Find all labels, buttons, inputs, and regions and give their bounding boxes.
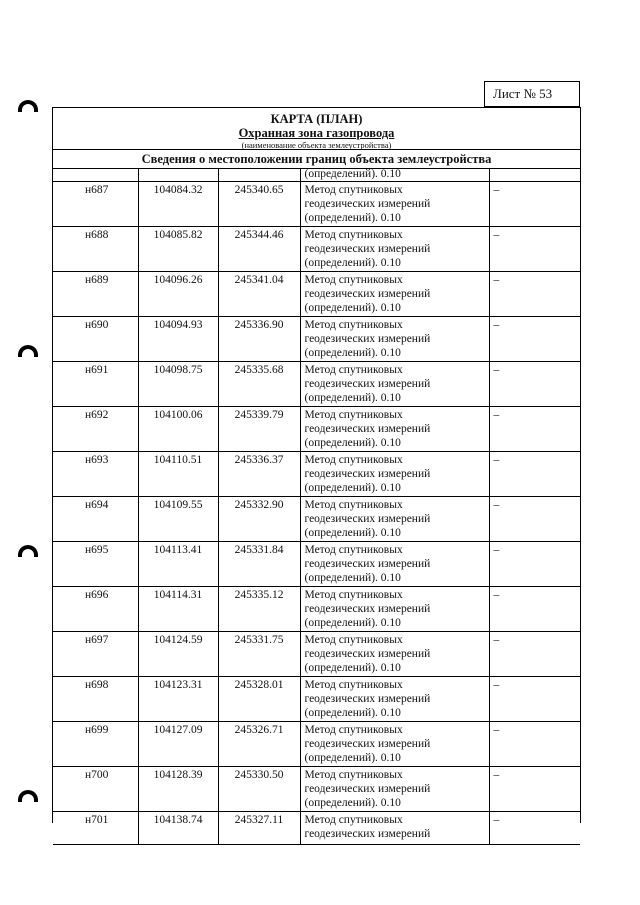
point-id: н701	[85, 814, 109, 826]
x-coordinate: 104127.09	[153, 724, 203, 736]
method-line: Метод спутниковых	[304, 274, 403, 286]
point-id: н696	[85, 589, 109, 601]
description: –	[493, 544, 500, 556]
method-line: (определений). 0.10	[304, 482, 401, 494]
x-coordinate-cell	[138, 542, 218, 587]
method-cell	[300, 407, 489, 452]
y-coordinate-cell	[218, 677, 300, 722]
x-coordinate: 104138.74	[153, 814, 203, 826]
y-coordinate: 245344.46	[234, 229, 284, 241]
method-line: Метод спутниковых	[304, 409, 403, 421]
method-cell: (определений). 0.10	[300, 169, 489, 182]
description-cell	[489, 182, 580, 227]
method-line: Метод спутниковых	[304, 814, 403, 826]
method-cell	[300, 587, 489, 632]
method-line: (определений). 0.10	[304, 527, 401, 539]
description: –	[493, 589, 500, 601]
y-coordinate: 245340.65	[234, 184, 284, 196]
method-line: Метод спутниковых	[304, 724, 403, 736]
x-coordinate: 104098.75	[153, 364, 203, 376]
y-coordinate-cell	[218, 497, 300, 542]
document-frame	[52, 107, 581, 840]
method-line: (определений). 0.10	[304, 617, 401, 629]
method-cell	[300, 722, 489, 767]
point-id-cell	[53, 767, 138, 812]
method-line: геодезических измерений	[304, 333, 431, 345]
method-line: геодезических измерений	[304, 648, 431, 660]
sheet-number: Лист № 53	[484, 81, 580, 107]
method-line: геодезических измерений	[304, 423, 431, 435]
method-cell	[300, 767, 489, 812]
y-coordinate-cell	[218, 182, 300, 227]
x-coordinate: 104128.39	[153, 769, 203, 781]
description: –	[493, 319, 500, 331]
x-coordinate-cell	[138, 677, 218, 722]
description-cell	[489, 317, 580, 362]
y-coordinate: 245336.37	[234, 454, 284, 466]
description: –	[493, 724, 500, 736]
method-line: геодезических измерений	[304, 783, 431, 795]
description-cell	[489, 452, 580, 497]
description: –	[493, 679, 500, 691]
point-id-cell	[53, 317, 138, 362]
method-line: Метод спутниковых	[304, 634, 403, 646]
method-cell	[300, 677, 489, 722]
punch-hole-mark	[18, 100, 38, 112]
method-line: Метод спутниковых	[304, 544, 403, 556]
table-row	[53, 632, 580, 677]
x-coordinate: 104123.31	[153, 679, 203, 691]
method-line: (определений). 0.10	[304, 707, 401, 719]
method-cell	[300, 317, 489, 362]
point-id: н693	[85, 454, 109, 466]
x-coordinate-cell	[138, 812, 218, 845]
punch-hole-mark	[18, 345, 38, 357]
point-id: н694	[85, 499, 109, 511]
point-id: н700	[85, 769, 109, 781]
method-cell	[300, 497, 489, 542]
method-cell	[300, 632, 489, 677]
x-coordinate: 104096.26	[153, 274, 203, 286]
y-coordinate-cell	[218, 767, 300, 812]
y-coordinate: 245331.75	[234, 634, 284, 646]
description-cell	[489, 812, 580, 845]
table-row	[53, 812, 580, 845]
description: –	[493, 634, 500, 646]
y-coordinate-cell	[218, 452, 300, 497]
y-coordinate: 245336.90	[234, 319, 284, 331]
method-line: (определений). 0.10	[304, 347, 401, 359]
description-cell	[489, 542, 580, 587]
table-row	[53, 227, 580, 272]
description-cell	[489, 767, 580, 812]
x-coordinate-cell	[138, 272, 218, 317]
x-coordinate: 104110.51	[153, 454, 203, 466]
y-coordinate: 245335.12	[234, 589, 284, 601]
method-line: геодезических измерений	[304, 513, 431, 525]
method-line: Метод спутниковых	[304, 184, 403, 196]
method-line: (определений). 0.10	[304, 662, 401, 674]
point-id-cell	[53, 632, 138, 677]
method-line: геодезических измерений	[304, 693, 431, 705]
table-row	[53, 182, 580, 227]
description-cell	[489, 362, 580, 407]
y-coordinate: 245326.71	[234, 724, 284, 736]
y-coordinate-cell	[218, 317, 300, 362]
y-coordinate: 245332.90	[234, 499, 284, 511]
method-line: геодезических измерений	[304, 378, 431, 390]
y-coordinate: 245327.11	[234, 814, 284, 826]
method-line: геодезических измерений	[304, 738, 431, 750]
point-id: н699	[85, 724, 109, 736]
punch-hole-mark	[18, 790, 38, 802]
coordinates-table	[53, 169, 580, 845]
point-id-cell	[53, 542, 138, 587]
description: –	[493, 274, 500, 286]
method-line: (определений). 0.10	[304, 392, 401, 404]
method-line: геодезических измерений	[304, 603, 431, 615]
x-coordinate: 104113.41	[153, 544, 203, 556]
y-coordinate-cell	[218, 632, 300, 677]
description: –	[493, 499, 500, 511]
table-row-continued	[53, 169, 580, 182]
description-cell	[489, 722, 580, 767]
x-coordinate: 104100.06	[153, 409, 203, 421]
x-coordinate: 104124.59	[153, 634, 203, 646]
point-id: н687	[85, 184, 109, 196]
table-row	[53, 452, 580, 497]
table-row	[53, 407, 580, 452]
method-cell	[300, 182, 489, 227]
table-row	[53, 497, 580, 542]
x-coordinate-cell	[138, 317, 218, 362]
y-coordinate-cell	[218, 362, 300, 407]
method-cell	[300, 362, 489, 407]
x-coordinate: 104085.82	[153, 229, 203, 241]
description: –	[493, 409, 500, 421]
point-id: н697	[85, 634, 109, 646]
point-id: н690	[85, 319, 109, 331]
map-header	[53, 108, 580, 150]
method-line: Метод спутниковых	[304, 319, 403, 331]
y-coordinate: 245330.50	[234, 769, 284, 781]
y-coordinate-cell	[218, 542, 300, 587]
x-coordinate-cell	[138, 767, 218, 812]
point-id-cell	[53, 227, 138, 272]
object-name: Охранная зона газопровода	[238, 126, 395, 140]
x-coordinate-cell	[138, 407, 218, 452]
method-line: геодезических измерений	[304, 558, 431, 570]
point-id: н692	[85, 409, 109, 421]
table-row	[53, 767, 580, 812]
point-id-cell	[53, 497, 138, 542]
table-row	[53, 272, 580, 317]
point-id-cell	[53, 812, 138, 845]
method-cell	[300, 812, 489, 845]
method-line: (определений). 0.10	[304, 257, 401, 269]
section-title: Сведения о местоположении границ объекта землеустройства	[53, 150, 580, 169]
y-coordinate-cell	[218, 812, 300, 845]
x-coordinate-cell	[138, 722, 218, 767]
method-line: геодезических измерений	[304, 288, 431, 300]
table-row	[53, 587, 580, 632]
description-cell	[489, 227, 580, 272]
point-id-cell	[53, 677, 138, 722]
table-row	[53, 362, 580, 407]
method-cell	[300, 542, 489, 587]
point-id-cell	[53, 362, 138, 407]
description-cell	[489, 272, 580, 317]
y-coordinate: 245341.04	[234, 274, 284, 286]
y-coordinate-cell	[218, 587, 300, 632]
point-id-cell	[53, 407, 138, 452]
y-coordinate: 245339.79	[234, 409, 284, 421]
description: –	[493, 229, 500, 241]
point-id: н688	[85, 229, 109, 241]
point-id-cell	[53, 182, 138, 227]
method-line: геодезических измерений	[304, 468, 431, 480]
punch-hole-mark	[18, 545, 38, 557]
description: –	[493, 184, 500, 196]
point-id-cell	[53, 587, 138, 632]
x-coordinate-cell	[138, 587, 218, 632]
y-coordinate-cell	[218, 272, 300, 317]
x-coordinate-cell	[138, 497, 218, 542]
method-line: (определений). 0.10	[304, 572, 401, 584]
table-row	[53, 317, 580, 362]
x-coordinate: 104084.32	[153, 184, 203, 196]
y-coordinate-cell	[218, 227, 300, 272]
description: –	[493, 814, 500, 826]
table-row	[53, 677, 580, 722]
x-coordinate-cell	[138, 452, 218, 497]
method-cell	[300, 272, 489, 317]
method-line: Метод спутниковых	[304, 229, 403, 241]
method-line: геодезических измерений	[304, 198, 431, 210]
x-coordinate-cell	[138, 632, 218, 677]
method-line: (определений). 0.10	[304, 752, 401, 764]
method-line: Метод спутниковых	[304, 454, 403, 466]
point-id: н698	[85, 679, 109, 691]
method-line: геодезических измерений	[304, 828, 431, 840]
y-coordinate-cell	[218, 407, 300, 452]
x-coordinate: 104094.93	[153, 319, 203, 331]
description-cell	[489, 407, 580, 452]
x-coordinate-cell	[138, 362, 218, 407]
y-coordinate: 245331.84	[234, 544, 284, 556]
point-id: н695	[85, 544, 109, 556]
method-cell	[300, 227, 489, 272]
method-line: Метод спутниковых	[304, 769, 403, 781]
method-line: (определений). 0.10	[304, 437, 401, 449]
y-coordinate: 245335.68	[234, 364, 284, 376]
x-coordinate-cell	[138, 227, 218, 272]
x-coordinate: 104109.55	[153, 499, 203, 511]
description-cell	[489, 497, 580, 542]
description-cell	[489, 632, 580, 677]
method-line: (определений). 0.10	[304, 212, 401, 224]
table-row	[53, 542, 580, 587]
y-coordinate-cell	[218, 722, 300, 767]
x-coordinate-cell	[138, 182, 218, 227]
point-id: н689	[85, 274, 109, 286]
method-cell	[300, 452, 489, 497]
description: –	[493, 364, 500, 376]
method-line: (определений). 0.10	[304, 797, 401, 809]
point-id: н691	[85, 364, 109, 376]
object-caption: (наименование объекта землеустройства)	[241, 140, 392, 150]
table-row	[53, 722, 580, 767]
method-line: Метод спутниковых	[304, 589, 403, 601]
description-cell	[489, 587, 580, 632]
description: –	[493, 454, 500, 466]
method-line: Метод спутниковых	[304, 364, 403, 376]
point-id-cell	[53, 722, 138, 767]
description: –	[493, 769, 500, 781]
point-id-cell	[53, 452, 138, 497]
method-line: Метод спутниковых	[304, 499, 403, 511]
method-line: Метод спутниковых	[304, 679, 403, 691]
description-cell	[489, 677, 580, 722]
x-coordinate: 104114.31	[153, 589, 203, 601]
y-coordinate: 245328.01	[234, 679, 284, 691]
method-line: геодезических измерений	[304, 243, 431, 255]
method-line: (определений). 0.10	[304, 302, 401, 314]
map-title: КАРТА (ПЛАН)	[270, 112, 363, 126]
point-id-cell	[53, 272, 138, 317]
